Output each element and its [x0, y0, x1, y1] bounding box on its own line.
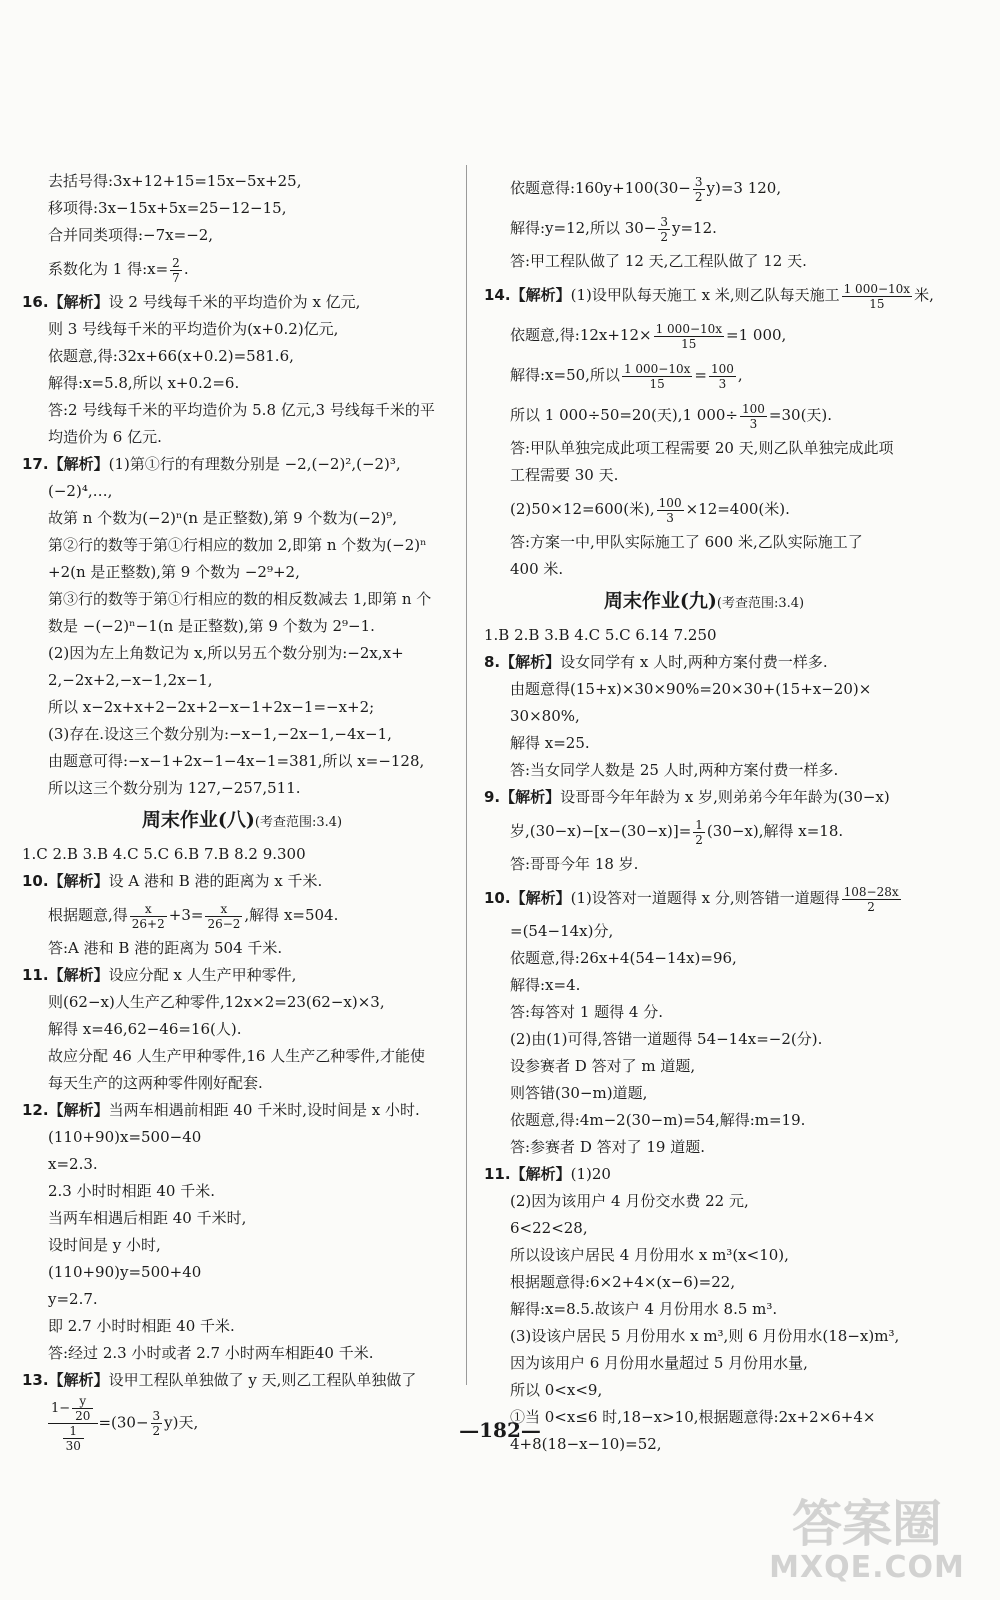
- fraction: $\frac{1}{30}$: [63, 1424, 84, 1453]
- text-line: 所以 0<x<9,: [510, 1381, 603, 1399]
- section-heading-8: 周末作业(八)(考查范围:3.4): [141, 809, 343, 831]
- text-line: (110+90)y=500+40: [48, 1263, 202, 1281]
- text-line: 解得:x=5.8,所以 x+0.2=6.: [48, 374, 240, 392]
- text-line: 则答错(30−m)道题,: [510, 1084, 648, 1102]
- text-line: 依题意,得:4m−2(30−m)=54,解得:m=19.: [510, 1111, 806, 1129]
- text-line: 30×80%,: [510, 707, 580, 725]
- compound-fraction: 1− $\frac{y}{20}$ $\frac{1}{30}$: [48, 1394, 98, 1453]
- watermark-main: 答案圈: [792, 1495, 942, 1553]
- text-line: 答:每答对 1 题得 4 分.: [510, 1003, 663, 1021]
- text-line: 第③行的数等于第①行相应的数的相反数减去 1,即第 n 个: [48, 590, 432, 608]
- equation-line: 解得:x=50,所以 $\frac{1 000-10x}{15}$ = $\frac{100}{3}$ ,: [510, 361, 743, 391]
- equation-line: 所以 1 000÷50=20(天),1 000÷ $\frac{100}{3}$ =30(天).: [510, 401, 833, 431]
- text-line: 每天生产的这两种零件刚好配套.: [48, 1074, 263, 1092]
- text-line: (2)因为该用户 4 月份交水费 22 元,: [510, 1192, 749, 1210]
- problem-11-b: 11.【解析】(1)20: [484, 1165, 611, 1183]
- right-column: [484, 168, 934, 1458]
- text-line: 答:经过 2.3 小时或者 2.7 小时两车相距40 千米.: [48, 1344, 374, 1362]
- text-line: 根据题意得:6×2+4×(x−6)=22,: [510, 1273, 736, 1291]
- equation-line: 1− $\frac{y}{20}$ $\frac{1}{30}$ =(30− $\frac{3}{2}$ y)天,: [22, 1394, 462, 1453]
- choice-answers-8: 1.C 2.B 3.B 4.C 5.C 6.B 7.B 8.2 9.300: [22, 845, 306, 863]
- text-line: 则 3 号线每千米的平均造价为(x+0.2)亿元,: [48, 320, 339, 338]
- fraction: $\frac{3}{2}$: [694, 174, 703, 204]
- fraction: $\frac{1 000-10x}{15}$: [843, 281, 911, 311]
- text-line: 数是 −(−2)ⁿ−1(n 是正整数),第 9 个数为 2⁹−1.: [48, 617, 375, 635]
- text-line: 依题意,得:32x+66(x+0.2)=581.6,: [48, 347, 294, 365]
- fraction: $\frac{y}{20}$: [72, 1394, 93, 1423]
- choice-answers-9: 1.B 2.B 3.B 4.C 5.C 6.14 7.250: [484, 626, 717, 644]
- text-line: 答:当女同学人数是 25 人时,两种方案付费一样多.: [510, 761, 839, 779]
- text-line: ①当 0<x≤6 时,18−x>10,根据题意得:2x+2×6+4×: [510, 1408, 876, 1426]
- text-line: y=2.7.: [48, 1290, 98, 1308]
- fraction: $\frac{1 000-10x}{15}$: [655, 321, 723, 351]
- section-heading-9: 周末作业(九)(考查范围:3.4): [603, 590, 805, 612]
- text-line: 系数化为 1 得:x= $\frac{2}{7}$ .: [48, 255, 189, 285]
- watermark-url: MXQE.COM: [769, 1550, 965, 1585]
- problem-17: 17.【解析】(1)第①行的有理数分别是 −2,(−2)²,(−2)³,: [22, 455, 401, 473]
- text-line: (2)由(1)可得,答错一道题得 54−14x=−2(分).: [510, 1030, 823, 1048]
- fraction: $\frac{x}{26+2}$: [131, 901, 165, 931]
- page-number: —182—: [459, 1418, 541, 1442]
- fraction: $\frac{2}{7}$: [172, 255, 180, 285]
- text-line: (3)存在.设这三个数分别为:−x−1,−2x−1,−4x−1,: [48, 725, 392, 743]
- text-line: 当两车相遇后相距 40 千米时,: [48, 1209, 247, 1227]
- text-line: 第②行的数等于第①行相应的数加 2,即第 n 个数为(−2)ⁿ: [48, 536, 427, 554]
- text-line: 合并同类项得:−7x=−2,: [48, 226, 214, 244]
- text-line: 2,−2x+2,−x−1,2x−1,: [48, 671, 213, 689]
- text-line: 答:参赛者 D 答对了 19 道题.: [510, 1138, 706, 1156]
- text-line: 答:哥哥今年 18 岁.: [510, 855, 639, 873]
- text-line: 由题意得(15+x)×30×90%=20×30+(15+x−20)×: [510, 680, 872, 698]
- text-line: 工程需要 30 天.: [510, 466, 619, 484]
- text-line: 答:甲工程队做了 12 天,乙工程队做了 12 天.: [510, 252, 807, 270]
- text-line: =(54−14x)分,: [510, 922, 614, 940]
- text-line: (−2)⁴,…,: [48, 482, 113, 500]
- text-line: 均造价为 6 亿元.: [48, 428, 162, 446]
- text-line: 设时间是 y 小时,: [48, 1236, 161, 1254]
- fraction: $\frac{3}{2}$: [660, 214, 669, 244]
- watermark-logo: [752, 1480, 982, 1590]
- text-line: 移项得:3x−15x+5x=25−12−15,: [48, 199, 287, 217]
- text-line: 因为该用户 6 月份用水量超过 5 月份用水量,: [510, 1354, 808, 1372]
- fraction: $\frac{1}{2}$: [695, 817, 703, 847]
- equation-line: 依题意,得:12x+12× $\frac{1 000-10x}{15}$ =1 000,: [510, 321, 787, 351]
- equation-line: 解得:y=12,所以 30− $\frac{3}{2}$ y=12.: [510, 214, 717, 244]
- fraction: $\frac{100}{3}$: [742, 401, 765, 431]
- text-line: 故第 n 个数为(−2)ⁿ(n 是正整数),第 9 个数为(−2)⁹,: [48, 509, 398, 527]
- equation-line: 根据题意,得 $\frac{x}{26+2}$ +3= $\frac{x}{26-2}$ ,解得 x=504.: [48, 901, 339, 931]
- problem-10-b: 10.【解析】(1)设答对一道题得 x 分,则答错一道题得 $\frac{108-28x}{2}$: [484, 884, 899, 914]
- problem-12: 12.【解析】当两车相遇前相距 40 千米时,设时间是 x 小时.: [22, 1101, 420, 1119]
- text-line: 设参赛者 D 答对了 m 道题,: [510, 1057, 696, 1075]
- text-line: 即 2.7 小时时相距 40 千米.: [48, 1317, 235, 1335]
- text-line: 故应分配 46 人生产甲种零件,16 人生产乙种零件,才能使: [48, 1047, 426, 1065]
- equation-line: (2)50×12=600(米), $\frac{100}{3}$ ×12=400(米).: [510, 495, 790, 525]
- column-divider: [466, 165, 467, 1385]
- text-line: 答:甲队单独完成此项工程需要 20 天,则乙队单独完成此项: [510, 439, 894, 457]
- fraction: $\frac{3}{2}$: [152, 1409, 161, 1438]
- text-line: 解得:x=4.: [510, 976, 581, 994]
- text-line: 所以 x−2x+x+2−2x+2−x−1+2x−1=−x+2;: [48, 698, 375, 716]
- problem-14: 14.【解析】(1)设甲队每天施工 x 米,则乙队每天施工 $\frac{1 000-10x}{15}$ 米,: [484, 281, 934, 311]
- fraction: $\frac{x}{26-2}$: [207, 901, 241, 931]
- text-line: 解得:x=8.5.故该户 4 月份用水 8.5 m³.: [510, 1300, 778, 1318]
- text-line: 答:方案一中,甲队实际施工了 600 米,乙队实际施工了: [510, 533, 863, 551]
- text-line: 解得 x=46,62−46=16(人).: [48, 1020, 242, 1038]
- text-line: 400 米.: [510, 560, 564, 578]
- text-line: x=2.3.: [48, 1155, 98, 1173]
- text-line: (3)设该户居民 5 月份用水 x m³,则 6 月份用水(18−x)m³,: [510, 1327, 900, 1345]
- left-column: [22, 168, 462, 1453]
- text-line: 6<22<28,: [510, 1219, 588, 1237]
- text-line: +2(n 是正整数),第 9 个数为 −2⁹+2,: [48, 563, 300, 581]
- text-line: 答:A 港和 B 港的距离为 504 千米.: [48, 939, 283, 957]
- fraction: $\frac{108-28x}{2}$: [843, 884, 899, 914]
- problem-8: 8.【解析】设女同学有 x 人时,两种方案付费一样多.: [484, 653, 828, 671]
- text-line: 所以这三个数分别为 127,−257,511.: [48, 779, 301, 797]
- text-line: 依题意,得:26x+4(54−14x)=96,: [510, 949, 737, 967]
- problem-10: 10.【解析】设 A 港和 B 港的距离为 x 千米.: [22, 872, 323, 890]
- text-line: 2.3 小时时相距 40 千米.: [48, 1182, 216, 1200]
- text-line: 去括号得:3x+12+15=15x−5x+25,: [48, 172, 302, 190]
- text-line: 则(62−x)人生产乙种零件,12x×2=23(62−x)×3,: [48, 993, 385, 1011]
- fraction: $\frac{100}{3}$: [658, 495, 682, 525]
- text-line: (110+90)x=500−40: [48, 1128, 202, 1146]
- problem-11: 11.【解析】设应分配 x 人生产甲种零件,: [22, 966, 297, 984]
- text-line: (2)因为左上角数记为 x,所以另五个数分别为:−2x,x+: [48, 644, 404, 662]
- text-line: 由题意可得:−x−1+2x−1−4x−1=381,所以 x=−128,: [48, 752, 425, 770]
- text-line: 所以设该户居民 4 月份用水 x m³(x<10),: [510, 1246, 789, 1264]
- text-line: 4+8(18−x−10)=52,: [510, 1435, 662, 1453]
- fraction: $\frac{100}{3}$: [710, 361, 734, 391]
- text-line: 解得 x=25.: [510, 734, 590, 752]
- problem-9: 9.【解析】设哥哥今年年龄为 x 岁,则弟弟今年年龄为(30−x): [484, 788, 890, 806]
- text-line: 答:2 号线每千米的平均造价为 5.8 亿元,3 号线每千米的平: [48, 401, 435, 419]
- equation-line: 依题意得:160y+100(30− $\frac{3}{2}$ y)=3 120,: [510, 174, 782, 204]
- problem-13: 13.【解析】设甲工程队单独做了 y 天,则乙工程队单独做了: [22, 1371, 417, 1389]
- equation-line: 岁,(30−x)−[x−(30−x)]= $\frac{1}{2}$ (30−x),解得 x=18.: [510, 817, 844, 847]
- fraction: $\frac{1 000-10x}{15}$: [623, 361, 691, 391]
- problem-16: 16.【解析】设 2 号线每千米的平均造价为 x 亿元,: [22, 293, 361, 311]
